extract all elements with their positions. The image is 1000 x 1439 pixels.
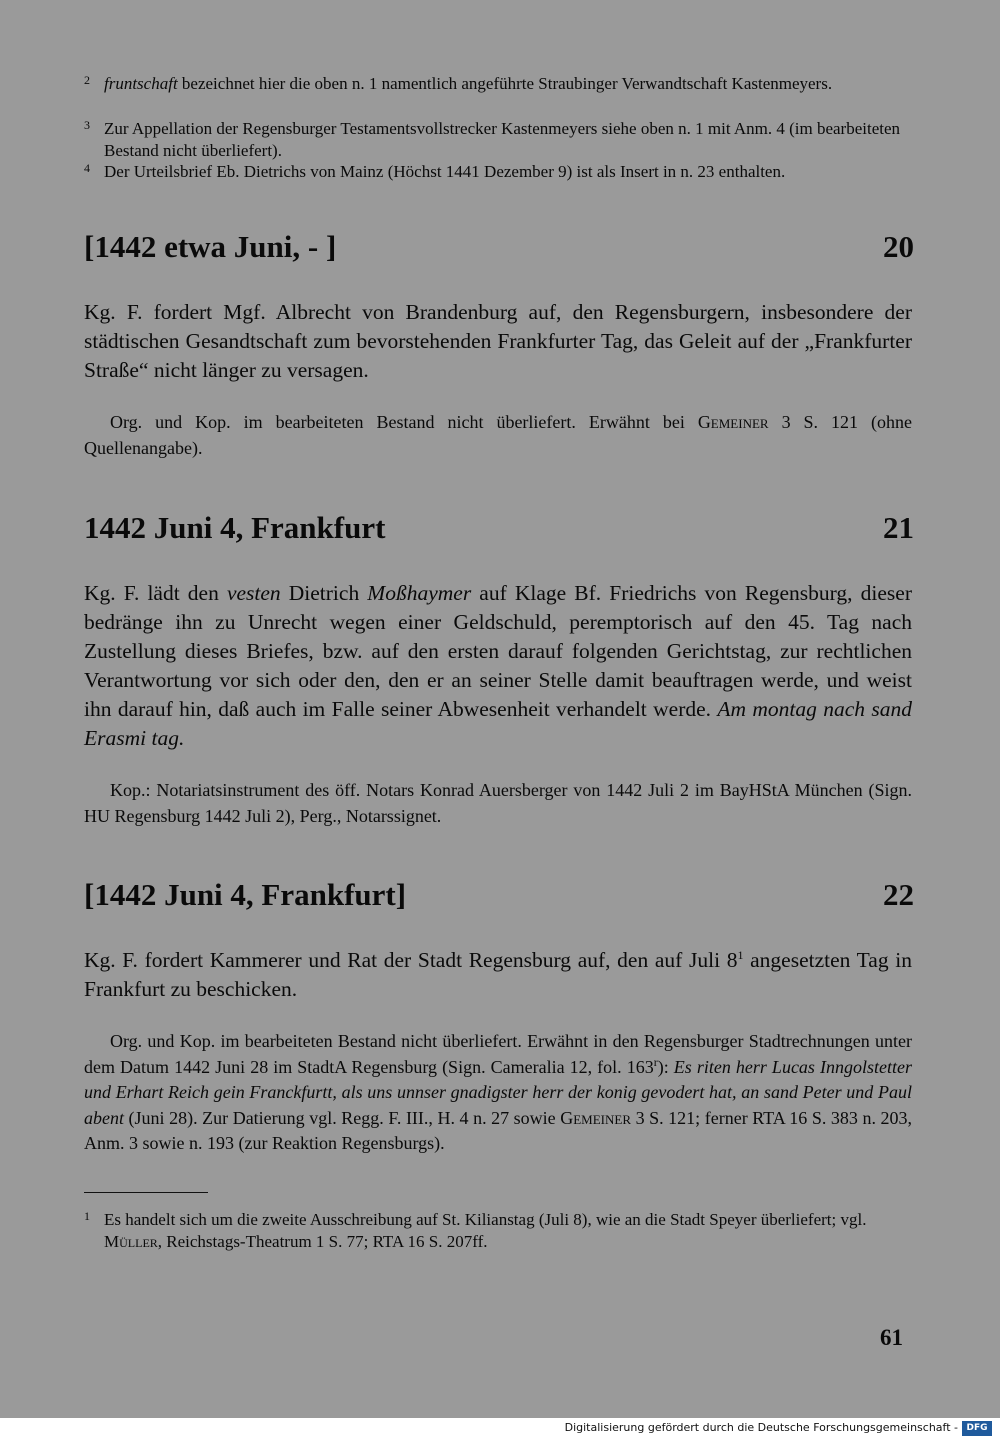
footer-text: Digitalisierung gefördert durch die Deutsche Forschungsgemeinschaft -: [564, 1421, 958, 1434]
footnote-number: 4: [84, 161, 90, 175]
entry-date: [1442 Juni 4, Frankfurt]: [84, 877, 407, 912]
footnote-text: Der Urteilsbrief Eb. Dietrichs von Mainz (Höchst 1441 Dezember 9) ist als Insert in n. 23 enthalten.: [104, 162, 786, 181]
footnote-4: [84, 161, 914, 183]
author-name: Müller: [104, 1232, 158, 1251]
entry-number: 20: [883, 229, 914, 264]
quoted-source-text: Es riten herr Lucas Inngolstetter und Erhart Reich gein Franckfurtt, als uns unnser gnadigster herr der konig gevodert hat, an sand Peter und Paul abent: [84, 1056, 912, 1128]
dfg-logo-icon: DFG: [962, 1421, 992, 1436]
footnote-reference: 1: [737, 947, 744, 962]
footnote-text: Zur Appellation der Regensburger Testamentsvollstrecker Kastenmeyers siehe oben n. 1 mit Anm. 4 (im bearbeiteten Bestand nicht überliefert).: [104, 119, 901, 160]
author-name: Gemeiner: [697, 412, 769, 432]
author-name: Gemeiner: [560, 1107, 632, 1128]
entry-source-22: Org. und Kop. im bearbeiteten Bestand nicht überliefert. Erwähnt in den Regensburger Stadtrechnungen unter dem Datum 1442 Juni 28 im StadtA Regensburg (Sign. Cameralia 12, fol. 163$^r$): Es riten herr Lucas Inngolstetter und Erhart Reich gein Franckfurtt, als uns unnser gnadigster herr der konig gevodert hat, an sand Peter und Paul abent (Juni 28). Zur Datierung vgl. Regg. F. III., H. 4 n. 27 sowie Gemeiner 3 S. 121; ferner RTA 16 S. 383 n. 203, Anm. 3 sowie n. 193 (zur Reaktion Regensburgs).: [84, 1031, 913, 1153]
footnote-number: 3: [84, 118, 90, 132]
entry-source-20: Org. und Kop. im bearbeiteten Bestand nicht überliefert. Erwähnt bei Gemeiner 3 S. 121 (ohne Quellenangabe).: [84, 412, 913, 458]
entry-number: 21: [883, 510, 914, 545]
entry-heading-20: [84, 229, 914, 265]
footnote-text: Es handelt sich um die zweite Ausschreibung auf St. Kilianstag (Juli 8), wie an die Stadt Speyer überliefert; vgl. Müller, Reichstags-Theatrum 1 S. 77; RTA 16 S. 207ff.: [104, 1210, 867, 1251]
entry-summary-22: Kg. F. fordert Kammerer und Rat der Stadt Regensburg auf, den auf Juli $8^1$ angesetzten Tag in Frankfurt zu beschicken.: [84, 947, 912, 1001]
footnote-number: 1: [84, 1209, 90, 1223]
page-number: 61: [880, 1325, 903, 1350]
entry-date: 1442 Juni 4, Frankfurt: [84, 510, 386, 545]
entry-date: [1442 etwa Juni, - ]: [84, 229, 337, 264]
footnote-1: [84, 1209, 914, 1253]
digitization-footer: [0, 1418, 1000, 1439]
entry-number: 22: [883, 877, 914, 912]
footnote-3: [84, 118, 914, 162]
footnote-text: fruntschaft bezeichnet hier die oben n. 1 namentlich angeführte Straubinger Verwandtschaft Kastenmeyers.: [104, 74, 833, 93]
footnote-2: [84, 73, 914, 95]
entry-heading-21: [84, 510, 914, 546]
entry-heading-22: [84, 877, 914, 913]
entry-summary-20: Kg. F. fordert Mgf. Albrecht von Brandenburg auf, den Regensburgern, insbesondere der städtischen Gesandtschaft zum bevorstehenden Frankfurter Tag, das Geleit auf der „Frankfurter Straße“ nicht länger zu versagen.: [84, 300, 912, 382]
footnote-divider: [84, 1192, 208, 1193]
entry-summary-21: Kg. F. lädt den vesten Dietrich Moßhaymer auf Klage Bf. Friedrichs von Regensburg, dieser bedränge ihn zu Unrecht wegen einer Geldschuld, peremptorisch auf den 45. Tag nach Zustellung dieses Briefes, bzw. auf den ersten darauf folgenden Gerichtstag, zur rechtlichen Verantwortung vor sich oder den, den er an seiner Stelle damit beauftragen werde, und weist ihn darauf hin, daß auch im Falle seiner Abwesenheit verhandelt werde. Am montag nach sand Erasmi tag.: [84, 581, 912, 750]
footnote-italic-term: fruntschaft: [104, 74, 178, 93]
footnote-number: 2: [84, 73, 90, 87]
entry-source-21: Kop.: Notariatsinstrument des öff. Notars Konrad Auersberger von 1442 Juli 2 im BayHStA München (Sign. HU Regensburg 1442 Juli 2), Perg., Notarssignet.: [84, 780, 912, 826]
